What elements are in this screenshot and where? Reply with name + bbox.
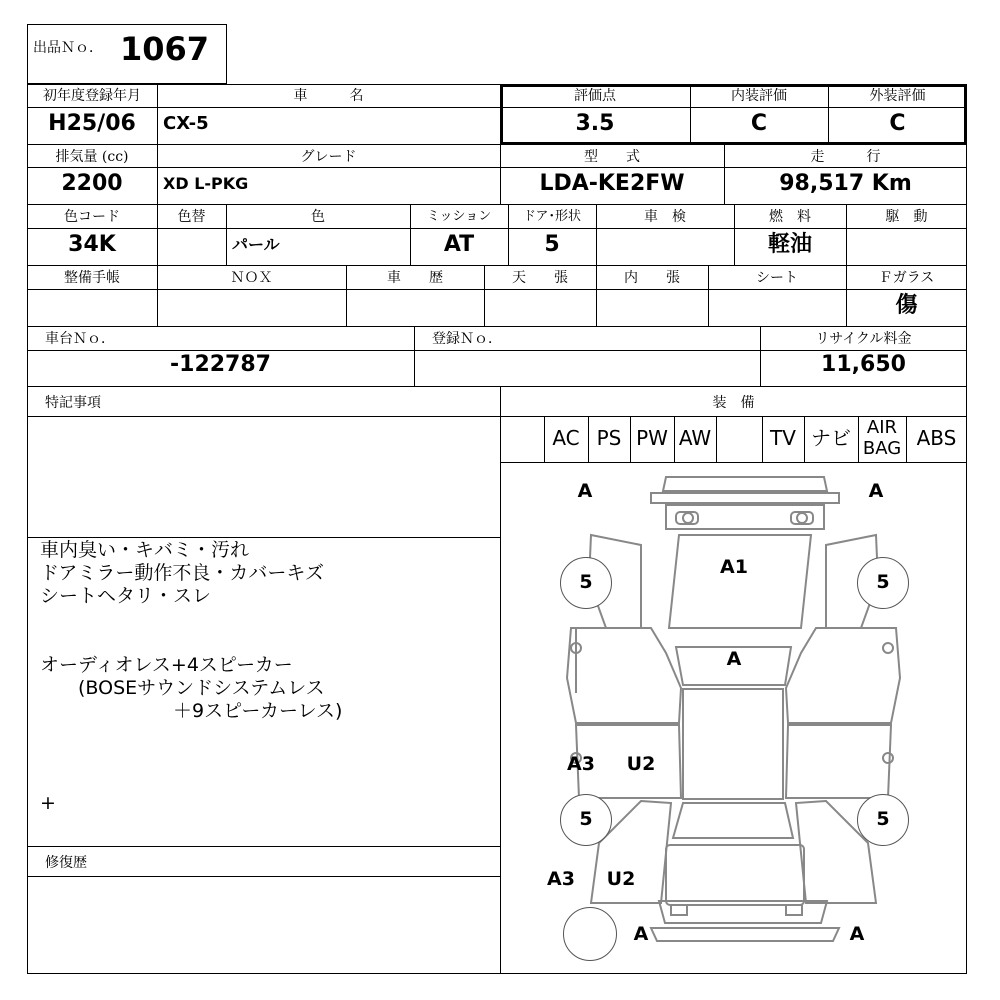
mission-label: ミッション: [426, 209, 492, 224]
chassis-label: 車台Ｎｏ．: [45, 331, 115, 347]
mark-side-a3-lower: A3: [547, 868, 575, 890]
mark-side-u2-lower: U2: [606, 868, 636, 890]
roof: [683, 689, 783, 799]
mark-rear-right: A: [849, 923, 865, 945]
remark-line-8: ＋9スピーカーレス): [40, 700, 343, 722]
mark-side-a3-upper: A3: [567, 753, 595, 775]
mark-roof-front: A: [726, 648, 742, 670]
model-label: 型 式: [584, 149, 640, 165]
eq-v4: [716, 416, 717, 462]
row4-divider: [27, 289, 967, 290]
lot-label: 出品Ｎｏ．: [33, 40, 103, 56]
model-value: LDA-KE2FW: [539, 171, 685, 196]
car-diagram: [501, 463, 966, 973]
front-bumper: [663, 477, 827, 491]
equipment-airbag: AIR BAG: [862, 417, 902, 459]
regno-label: 登録Ｎｏ．: [432, 331, 502, 347]
roof-label: 天 張: [512, 270, 568, 286]
maint-label: 整備手帳: [64, 270, 120, 286]
equipment-label: 装 備: [712, 395, 755, 411]
fuel-label: 燃 料: [769, 209, 811, 225]
reg-label: 初年度登録年月: [43, 88, 141, 104]
tire-front-right: 5: [857, 557, 909, 609]
nox-label: ＮＯＸ: [230, 270, 273, 286]
mark-hood: A1: [720, 556, 748, 578]
name-value: CX-5: [163, 113, 209, 134]
tire-front-left: 5: [560, 557, 612, 609]
remarks-header-line: [27, 416, 967, 417]
hood: [669, 535, 811, 628]
v21: [414, 326, 415, 386]
tire-rear-right: 5: [857, 794, 909, 846]
repair-label: 修復歴: [45, 855, 87, 871]
remark-line-2: ドアミラー動作不良・カバーキズ: [40, 562, 325, 584]
row3-divider: [27, 228, 967, 229]
history-label: 車 歴: [387, 270, 443, 286]
exterior-value: C: [889, 111, 906, 136]
equipment-navi: ナビ: [811, 426, 851, 450]
seat-label: シート: [756, 270, 798, 286]
name-label: 車 名: [293, 88, 364, 104]
repair-top-line: [27, 846, 500, 847]
equipment-tv: TV: [770, 426, 796, 450]
remark-plus: +: [40, 792, 56, 814]
inner-label: 内 張: [624, 270, 680, 286]
fuel-value: 軽油: [767, 232, 812, 257]
row5-bottom: [27, 386, 967, 387]
equipment-aw: AW: [678, 426, 712, 450]
lot-number: 1067: [120, 30, 210, 68]
tire-rear-left: 5: [560, 794, 612, 846]
score-label: 評価点: [574, 88, 616, 104]
door-label: ドア･形状: [522, 209, 582, 224]
inspection-label: 車 検: [644, 209, 686, 225]
grade-label: グレード: [300, 149, 357, 165]
color-change-label: 色替: [177, 209, 206, 225]
remarks-label: 特記事項: [45, 395, 101, 411]
mission-value: AT: [443, 232, 475, 257]
repair-header-line: [27, 876, 500, 877]
mark-front-left: A: [577, 480, 593, 502]
door-value: 5: [544, 232, 560, 257]
row3-bottom: [27, 265, 967, 266]
drive-label: 駆 動: [885, 209, 928, 225]
color-code-label: 色コード: [64, 209, 120, 225]
remark-line-6: オーディオレス+4スピーカー: [40, 654, 293, 676]
row4-bottom: [27, 326, 967, 327]
mark-rear-left: A: [633, 923, 649, 945]
remark-line-7: (BOSEサウンドシステムレス: [40, 677, 325, 699]
mileage-value: 98,517 Km: [779, 171, 912, 196]
exterior-label: 外装評価: [869, 88, 926, 104]
row2-bottom: [27, 204, 967, 205]
glass-label: Ｆガラス: [878, 270, 935, 286]
interior-label: 内装評価: [731, 88, 787, 104]
color-value: パール: [232, 235, 280, 254]
score-value: 3.5: [575, 111, 615, 136]
equipment-abs: ABS: [916, 426, 957, 450]
recycle-label: リサイクル料金: [815, 331, 912, 347]
color-code-value: 34K: [68, 232, 116, 257]
mileage-label: 走 行: [810, 149, 881, 165]
disp-label: 排気量 (cc): [55, 149, 129, 165]
glass-value: 傷: [895, 293, 918, 318]
tire-spare: [563, 907, 617, 961]
remarks-split-line: [27, 537, 500, 538]
interior-value: C: [750, 111, 768, 136]
equipment-pw: PW: [636, 426, 668, 450]
mark-front-right: A: [868, 480, 884, 502]
reg-value: H25/06: [48, 111, 136, 136]
equipment-ac: AC: [552, 426, 580, 450]
disp-value: 2200: [61, 171, 123, 196]
remark-line-1: 車内臭い・キバミ・汚れ: [40, 539, 250, 561]
equipment-ps: PS: [596, 426, 622, 450]
chassis-value: -122787: [170, 352, 271, 377]
color-label: 色: [311, 209, 325, 225]
recycle-value: 11,650: [821, 352, 906, 377]
remark-line-3: シートヘタリ・スレ: [40, 585, 212, 607]
row2-divider: [27, 167, 967, 168]
grade-value: XD L-PKG: [163, 174, 249, 193]
mark-side-u2-upper: U2: [626, 753, 656, 775]
